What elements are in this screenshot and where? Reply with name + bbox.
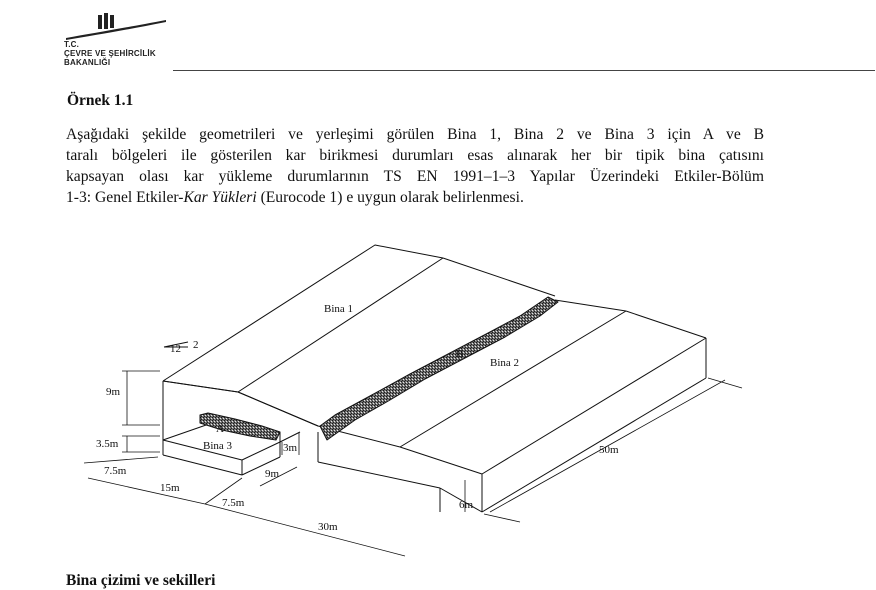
zone-b-label: B <box>456 348 464 360</box>
bina-3-label: Bina 3 <box>203 440 233 452</box>
zone-a-label: A <box>216 423 224 435</box>
dim-width-bina-3-right: 9m <box>265 468 280 480</box>
snow-drift-zone-b <box>320 297 558 440</box>
dim-offset: 7.5m <box>222 497 245 509</box>
paragraph-line: taralı bölgeleri ile gösterilen kar birikmesi durumları esas alınarak her bir tipik bina çatısını <box>66 147 764 164</box>
dim-height-bina-3: 3.5m <box>96 438 119 450</box>
paragraph-text: (Eurocode 1) e uygun olarak belirlenmesi. <box>256 189 524 206</box>
paragraph-italic-text: Kar Yükleri <box>183 189 257 206</box>
dim-length-bina-3: 15m <box>160 482 180 494</box>
dim-length-total: 30m <box>318 521 338 533</box>
paragraph-line: kapsayan olası kar yükleme durumlarının TS EN 1991–1–3 Yapılar Üzerindeki Etkiler-Bölüm <box>66 168 764 185</box>
dim-height-bina-1: 9m <box>106 386 121 398</box>
dim-height-bina-3-side: 3m <box>283 442 298 454</box>
example-title: Örnek 1.1 <box>67 92 134 109</box>
snow-drift-zone-a <box>200 413 280 440</box>
paragraph-line: Aşağıdaki şekilde geometrileri ve yerleşimi görülen Bina 1, Bina 2 ve Bina 3 için A ve B <box>66 126 764 143</box>
paragraph-text: 1-3: Genel Etkiler- <box>66 189 184 206</box>
bina-2-label: Bina 2 <box>490 357 520 369</box>
dim-height-bina-2: 6m <box>459 499 474 511</box>
next-section-heading: Bina çizimi ve sekilleri <box>66 572 216 589</box>
logo-line-tc: T.C. <box>64 40 80 49</box>
bina-1-label: Bina 1 <box>324 303 354 315</box>
dim-depth: 50m <box>599 444 619 456</box>
dim-width-bina-3-left: 7.5m <box>104 465 127 477</box>
slope-run-label: 12 <box>170 343 181 355</box>
logo-line-bakanligi: BAKANLIĞI <box>64 58 111 67</box>
dimension-lines <box>84 371 742 556</box>
logo-line-ministry: ÇEVRE VE ŞEHİRCİLİK <box>64 49 156 58</box>
slope-rise-label: 2 <box>193 339 199 351</box>
